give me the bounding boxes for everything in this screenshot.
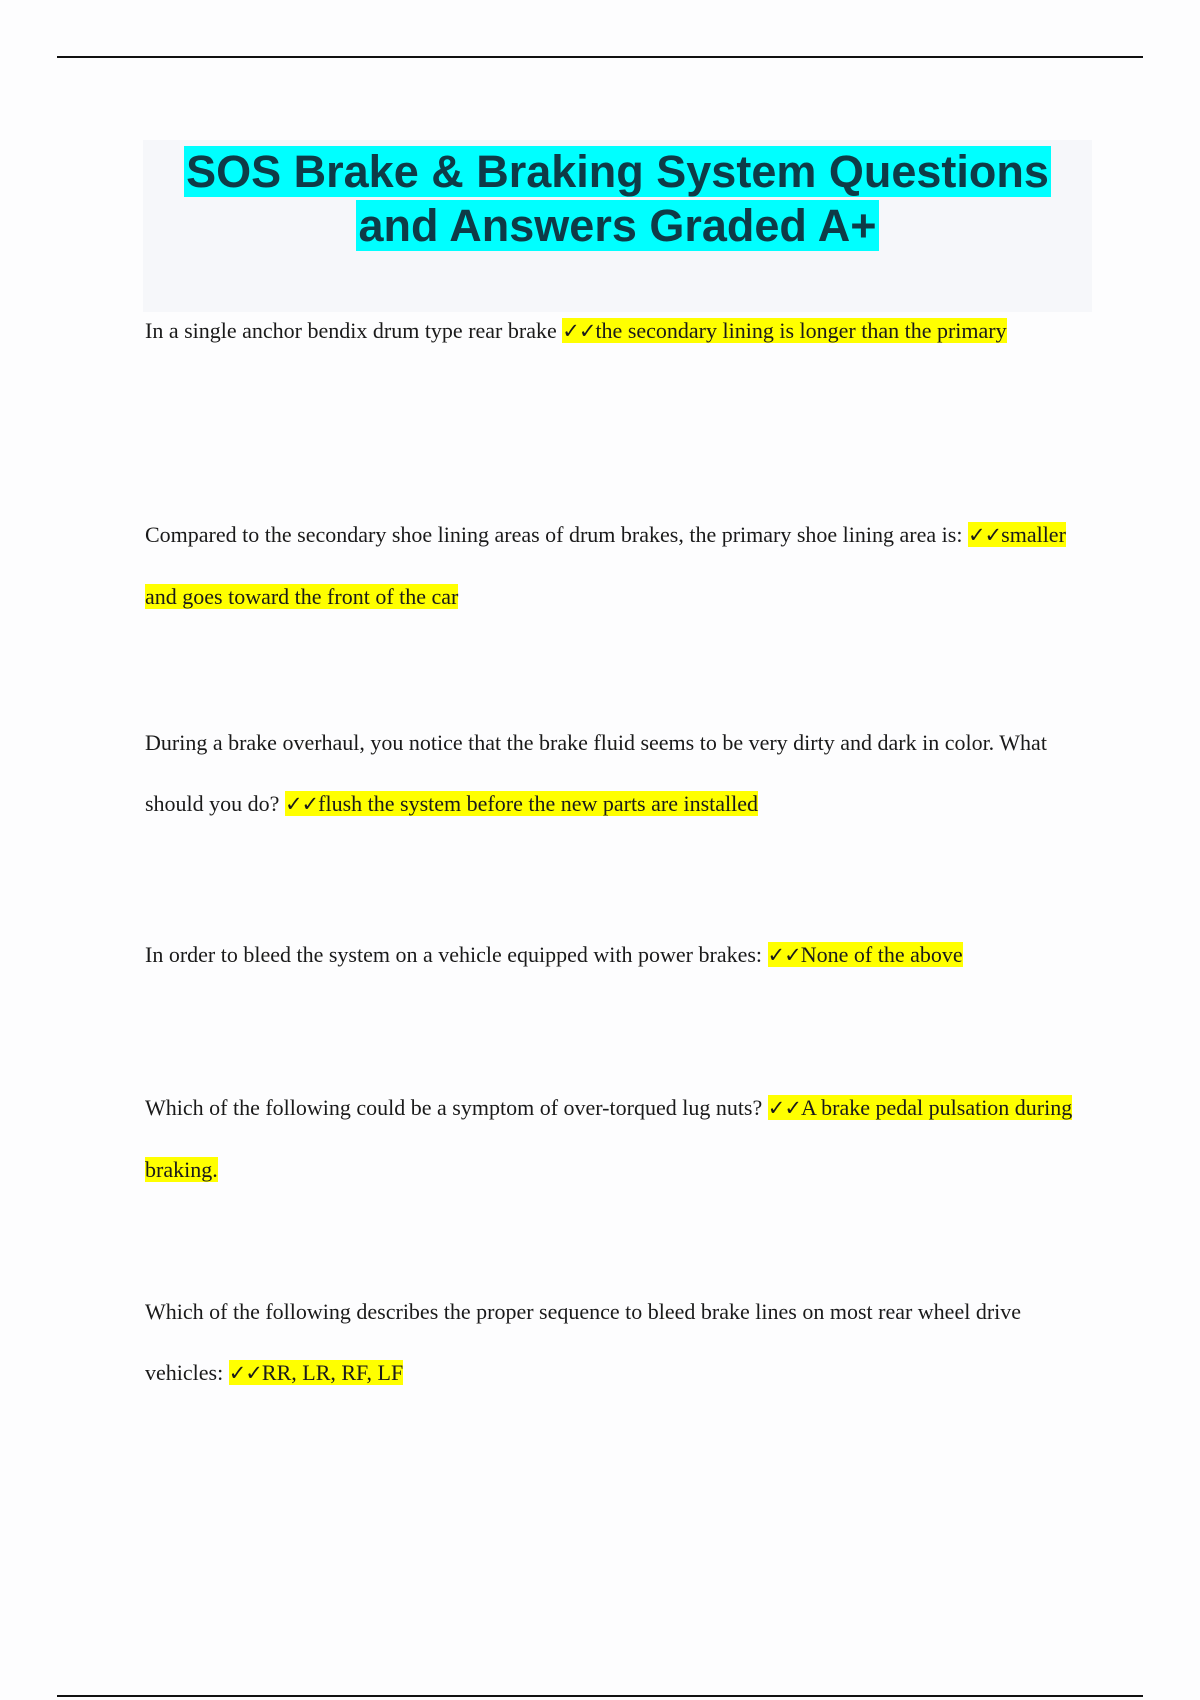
answer-text: flush the system before the new parts are installed bbox=[318, 791, 759, 816]
question-text: During a brake overhaul, you notice that the brake fluid seems to be very dirty and dark in color. What should you do? bbox=[145, 730, 1047, 816]
double-check-icon: ✓✓ bbox=[767, 943, 801, 967]
question-text: Compared to the secondary shoe lining areas of drum brakes, the primary shoe lining area is: bbox=[145, 522, 968, 547]
double-check-icon: ✓✓ bbox=[284, 792, 319, 816]
answer-highlight bbox=[229, 1360, 403, 1385]
question-text: Which of the following could be a symptom of over-torqued lug nuts? bbox=[145, 1095, 768, 1120]
question-text: In a single anchor bendix drum type rear brake bbox=[145, 318, 563, 343]
qa-item bbox=[145, 300, 1085, 362]
question-text: Which of the following describes the proper sequence to bleed brake lines on most rear wheel drive vehicles: bbox=[145, 1299, 1022, 1385]
answer-highlight bbox=[285, 791, 758, 816]
qa-item bbox=[145, 1077, 1085, 1200]
answer-text: smaller and goes toward the front of the car bbox=[145, 522, 1066, 609]
double-check-icon: ✓✓ bbox=[228, 1361, 262, 1385]
qa-item bbox=[145, 504, 1085, 627]
double-check-icon: ✓✓ bbox=[767, 1096, 801, 1120]
qa-item bbox=[145, 924, 1085, 986]
qa-item bbox=[145, 712, 1085, 835]
answer-text: None of the above bbox=[800, 942, 963, 967]
document-title-line-1: SOS Brake & Braking System Questions bbox=[186, 146, 1049, 197]
top-rule bbox=[57, 56, 1143, 58]
answer-text: RR, LR, RF, LF bbox=[261, 1360, 404, 1385]
qa-item bbox=[145, 1281, 1085, 1404]
double-check-icon: ✓✓ bbox=[562, 319, 596, 343]
answer-text: A brake pedal pulsation during braking. bbox=[145, 1095, 1073, 1182]
answer-highlight bbox=[562, 318, 1006, 343]
answer-text: the secondary lining is longer than the primary bbox=[595, 318, 1007, 343]
title-block bbox=[143, 140, 1092, 312]
answer-highlight bbox=[768, 942, 963, 967]
double-check-icon: ✓✓ bbox=[967, 523, 1002, 547]
document-title-line-2: and Answers Graded A+ bbox=[358, 200, 877, 251]
question-text: In order to bleed the system on a vehicle equipped with power brakes: bbox=[145, 942, 768, 967]
bottom-rule bbox=[57, 1695, 1143, 1697]
